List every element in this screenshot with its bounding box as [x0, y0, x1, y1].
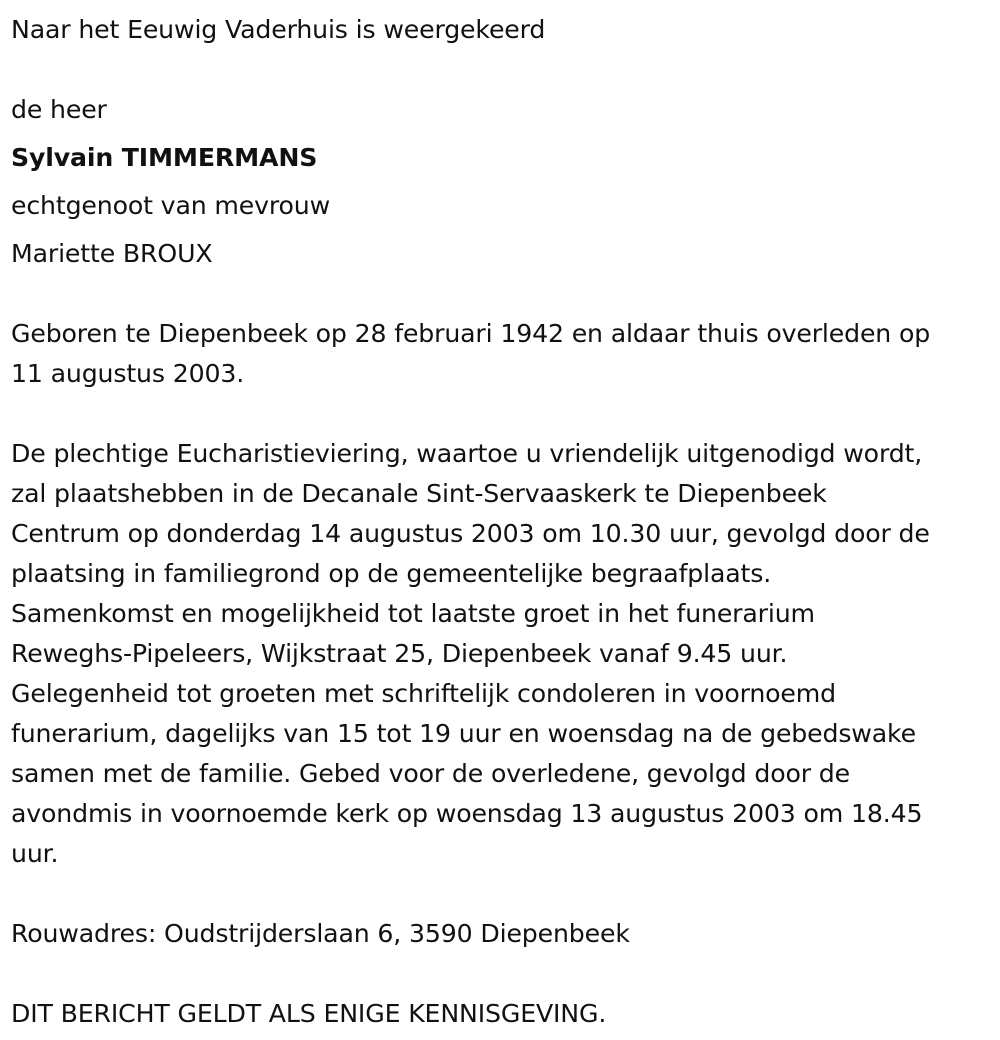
spacer: [11, 954, 988, 994]
paragraph-line: Gelegenheid tot groeten met schriftelijk condoleren in voornoemd: [11, 679, 836, 708]
paragraph-line: plaatsing in familiegrond op de gemeentelijke begraafplaats.: [11, 559, 772, 588]
paragraph-line: De plechtige Eucharistieviering, waartoe u vriendelijk uitgenodigd wordt,: [11, 439, 923, 468]
birth-death-paragraph: [11, 314, 988, 394]
salutation: de heer: [11, 95, 107, 124]
paragraph-line: Centrum op donderdag 14 augustus 2003 om 10.30 uur, gevolgd door de: [11, 519, 930, 548]
relation-line: echtgenoot van mevrouw: [11, 191, 331, 220]
deceased-name: Sylvain TIMMERMANS: [11, 143, 318, 172]
paragraph-line: avondmis in voornoemde kerk op woensdag 13 augustus 2003 om 18.45: [11, 799, 923, 828]
closing-statement: DIT BERICHT GELDT ALS ENIGE KENNISGEVING.: [11, 999, 607, 1028]
spacer: [11, 874, 988, 914]
paragraph-line: Reweghs-Pipeleers, Wijkstraat 25, Diepenbeek vanaf 9.45 uur.: [11, 639, 788, 668]
spouse-name: Mariette BROUX: [11, 239, 213, 268]
deceased-block: [11, 86, 988, 278]
paragraph-line: Samenkomst en mogelijkheid tot laatste groet in het funerarium: [11, 599, 815, 628]
paragraph-line: samen met de familie. Gebed voor de overledene, gevolgd door de: [11, 759, 850, 788]
spacer: [11, 50, 988, 90]
mourning-address: Rouwadres: Oudstrijderslaan 6, 3590 Diepenbeek: [11, 919, 630, 948]
spacer: [11, 394, 988, 434]
paragraph-line: uur.: [11, 839, 59, 868]
paragraph-line: Geboren te Diepenbeek op 28 februari 1942 en aldaar thuis overleden op: [11, 319, 931, 348]
spacer: [11, 278, 988, 314]
ceremony-paragraph: [11, 434, 988, 874]
intro-line: Naar het Eeuwig Vaderhuis is weergekeerd: [11, 15, 546, 44]
paragraph-line: funerarium, dagelijks van 15 tot 19 uur en woensdag na de gebedswake: [11, 719, 916, 748]
paragraph-line: 11 augustus 2003.: [11, 359, 245, 388]
paragraph-line: zal plaatshebben in de Decanale Sint-Servaaskerk te Diepenbeek: [11, 479, 827, 508]
